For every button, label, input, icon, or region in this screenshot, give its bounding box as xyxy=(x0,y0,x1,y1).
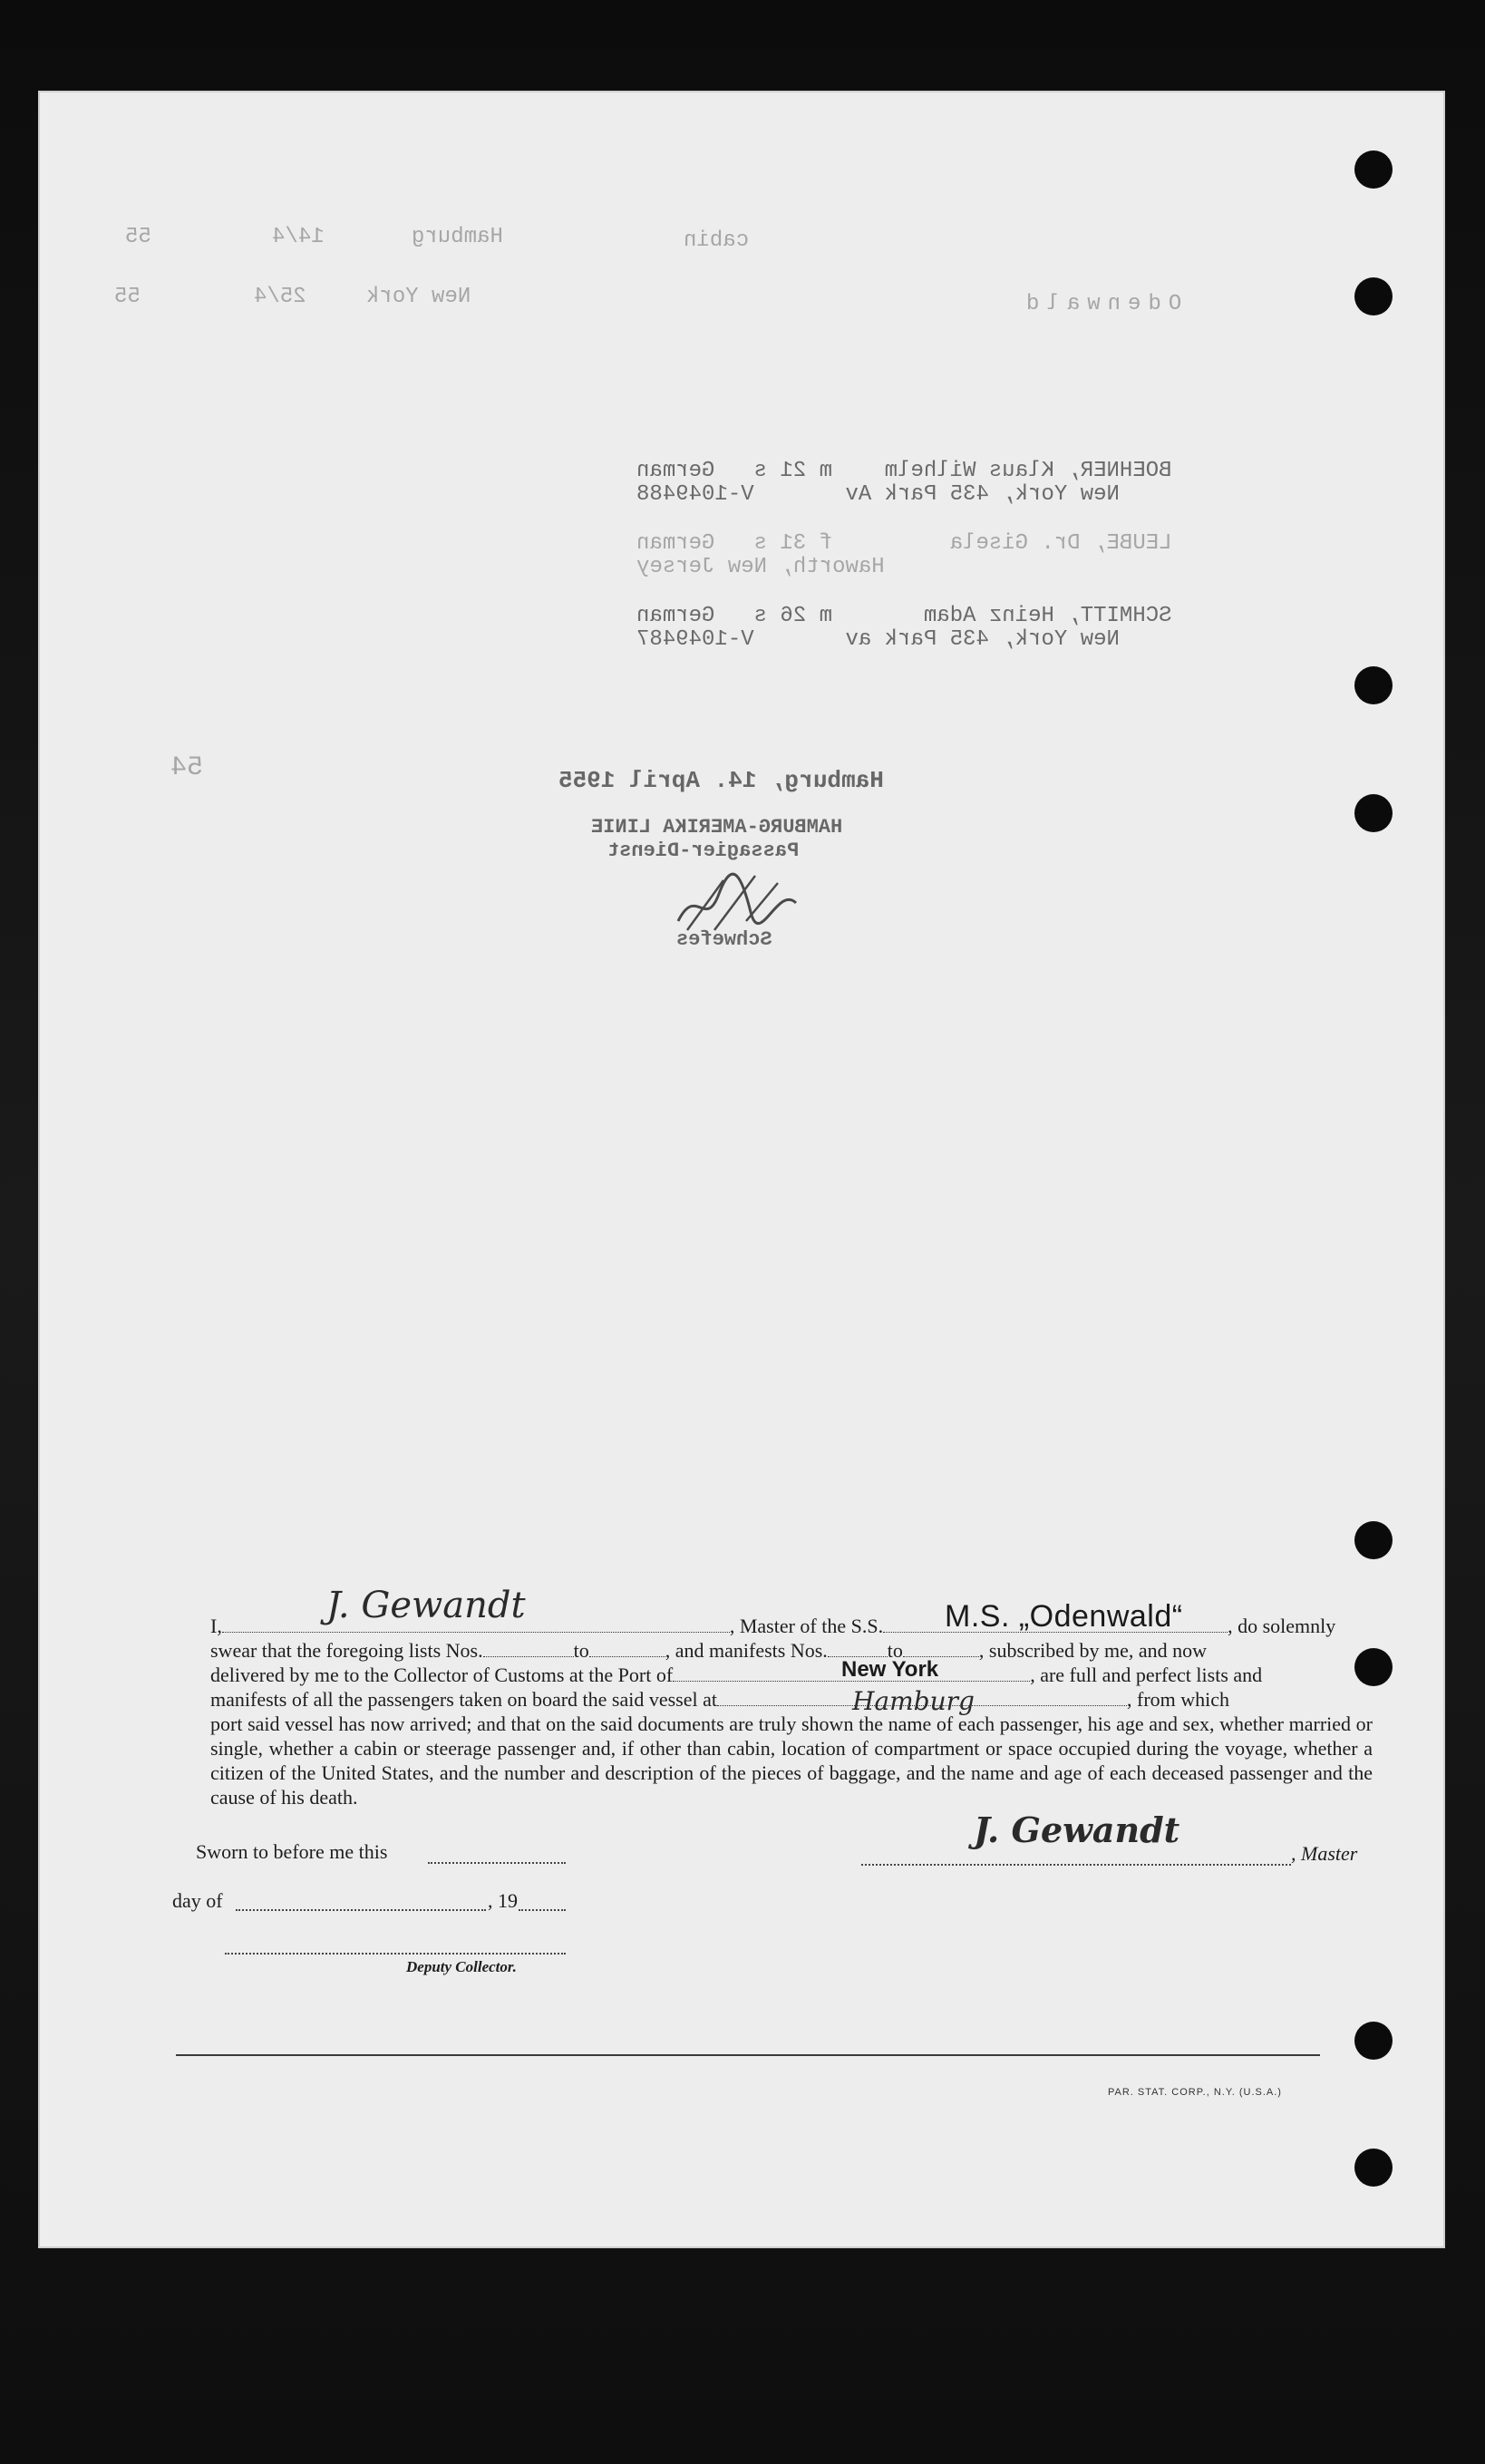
oath-line-2 xyxy=(210,1638,1373,1663)
ship-name: M.S. „Odenwald“ xyxy=(945,1599,1183,1634)
document-sheet xyxy=(38,91,1445,2248)
punch-hole xyxy=(1354,666,1393,704)
oath-full-perfect: , are full and perfect lists and xyxy=(1030,1664,1263,1686)
bleed-header-port-to: New York xyxy=(366,285,471,309)
day-of-label: day of xyxy=(172,1889,223,1912)
oath-to-1: to xyxy=(573,1639,589,1662)
oath-subscribed: , subscribed by me, and now xyxy=(978,1639,1208,1662)
master-signature-line xyxy=(861,1864,1291,1866)
bleed-passenger-3-line2: New York, 435 Park av V-1049487 xyxy=(636,627,1120,652)
bleed-passenger-1-line2: New York, 435 Park Av V-1049488 xyxy=(636,482,1120,507)
bleed-stamp-company: HAMBURG-AMERIKA LINIE xyxy=(591,816,843,839)
bleed-stamp-signer: Schwefes xyxy=(676,928,772,951)
oath-to-2: to xyxy=(887,1639,903,1662)
punch-hole xyxy=(1354,2149,1393,2187)
bleed-passenger-1-line1: BOEHNER, Klaus Wilhelm m 21 s German xyxy=(636,459,1172,483)
oath-body: port said vessel has now arrived; and that on the said documents are truly shown the name of each passenger, his age and sex, whether married or single, whether a cabin or steerage passenger and, if other than cabin, location of compartment or space occupied during the voyage, whether a citizen of the United States, and the number and description of the pieces of baggage, and the name and age of each deceased passenger and the cause of his death. xyxy=(210,1712,1373,1809)
bleed-page-mark: 54 xyxy=(170,752,204,783)
year-fill xyxy=(519,1909,566,1911)
oath-line-3 xyxy=(210,1663,1373,1687)
deputy-collector-label: Deputy Collector. xyxy=(406,1958,517,1975)
master-label: , Master xyxy=(1291,1842,1358,1865)
oath-manifests: , and manifests Nos. xyxy=(665,1639,828,1662)
bleed-place-date: Hamburg, 14. April 1955 xyxy=(558,767,884,794)
bleed-header-class: cabin xyxy=(684,228,750,253)
punch-hole xyxy=(1354,794,1393,832)
oath-line-1 xyxy=(210,1614,1373,1638)
sworn-fill xyxy=(428,1862,566,1864)
footer-rule xyxy=(176,2054,1320,2056)
punch-hole xyxy=(1354,277,1393,315)
deputy-signature-line xyxy=(225,1953,566,1955)
bleed-header-date2: 25/4 xyxy=(254,285,306,309)
embark-port-handwritten: Hamburg xyxy=(852,1686,975,1716)
oath-statement xyxy=(210,1614,1373,1809)
oath-taken-at: manifests of all the passengers taken on board the said vessel at xyxy=(210,1688,718,1711)
oath-port-of: delivered by me to the Collector of Customs at the Port of xyxy=(210,1664,674,1686)
sworn-label: Sworn to before me this xyxy=(196,1840,388,1863)
year-label: , 19 xyxy=(488,1889,518,1912)
master-name-handwritten: J. Gewandt xyxy=(326,1585,526,1626)
day-fill xyxy=(236,1909,486,1911)
bleed-header-port-from: Hamburg xyxy=(412,225,503,249)
bleed-header-year2: 55 xyxy=(114,285,141,309)
bleed-header-date1: 14/4 xyxy=(272,225,325,249)
oath-from-which: , from which xyxy=(1127,1688,1230,1711)
oath-master-of: , Master of the S.S. xyxy=(729,1615,884,1637)
arrival-port: New York xyxy=(841,1657,939,1682)
punch-hole xyxy=(1354,150,1393,189)
bleed-header-year1: 55 xyxy=(125,225,151,249)
oath-solemnly: , do solemnly xyxy=(1228,1615,1336,1637)
bleed-header-ship: Odenwald xyxy=(1019,292,1182,316)
punch-hole xyxy=(1354,2022,1393,2060)
bleed-passenger-2-line2: Haworth, New Jersey xyxy=(636,555,885,579)
bleed-passenger-3-line1: SCHMITT, Heinz Adam m 26 s German xyxy=(636,604,1172,628)
oath-lists-nos: swear that the foregoing lists Nos. xyxy=(210,1639,483,1662)
bleed-passenger-2-line1: LEUBE, Dr. Gisela f 31 s German xyxy=(636,531,1172,556)
bleed-stamp-department: Passagier-Dienst xyxy=(607,839,800,862)
printer-mark: PAR. STAT. CORP., N.Y. (U.S.A.) xyxy=(1108,2087,1282,2098)
master-signature: J. Gewandt xyxy=(974,1809,1180,1850)
oath-line-4 xyxy=(210,1687,1373,1712)
oath-i: I, xyxy=(210,1615,222,1637)
punch-hole xyxy=(1354,1521,1393,1559)
